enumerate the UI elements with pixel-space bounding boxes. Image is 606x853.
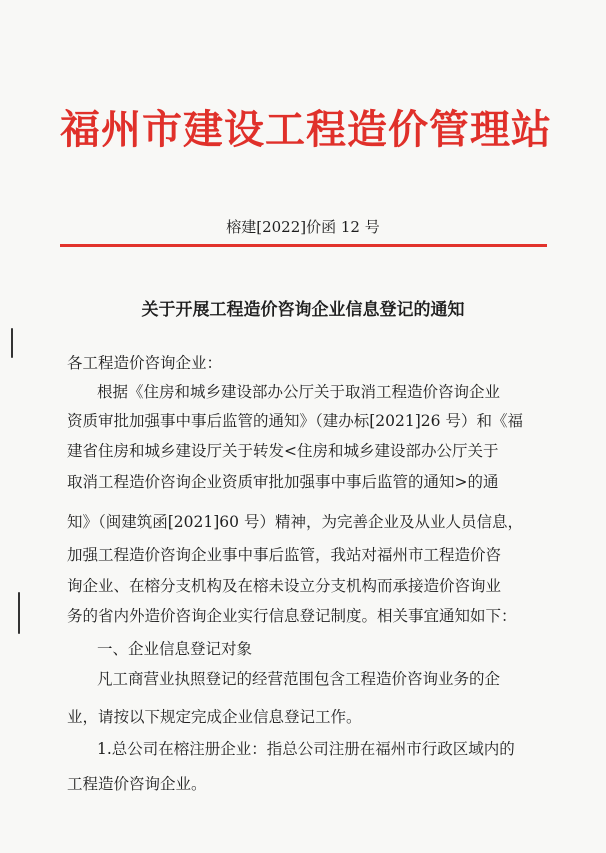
body-line: 建省住房和城乡建设厅关于转发<住房和城乡建设部办公厅关于: [67, 442, 499, 460]
body-line: 业，请按以下规定完成企业信息登记工作。: [67, 708, 362, 726]
document-number: 榕建[2022]价函 12 号: [226, 218, 380, 236]
margin-pencil-mark: [18, 592, 20, 634]
body-line: 1.总公司在榕注册企业：指总公司注册在福州市行政区域内的: [97, 740, 515, 758]
body-line: 取消工程造价咨询企业资质审批加强事中事后监管的通知>的通: [67, 473, 499, 491]
body-line: 根据《住房和城乡建设部办公厅关于取消工程造价咨询企业: [97, 383, 501, 401]
agency-title: 福州市建设工程造价管理站: [60, 106, 552, 153]
salutation-line: 各工程造价咨询企业：: [67, 354, 223, 372]
body-line: 工程造价咨询企业。: [67, 775, 207, 793]
section-heading: 一、企业信息登记对象: [97, 640, 253, 658]
body-line: 知》（闽建筑函[2021]60 号）精神，为完善企业及从业人员信息，: [67, 513, 523, 531]
notice-title: 关于开展工程造价咨询企业信息登记的通知: [141, 300, 465, 320]
body-line: 凡工商营业执照登记的经营范围包含工程造价咨询业务的企: [97, 670, 501, 688]
body-line: 加强工程造价咨询企业事中事后监管，我站对福州市工程造价咨: [67, 546, 502, 564]
body-line: 资质审批加强事中事后监管的通知》（建办标[2021]26 号）和《福: [67, 412, 523, 430]
body-line: 务的省内外造价咨询企业实行信息登记制度。相关事宜通知如下：: [67, 607, 517, 625]
margin-pencil-mark: [11, 328, 13, 358]
red-header-rule: [60, 244, 547, 247]
body-line: 询企业、在榕分支机构及在榕未设立分支机构而承接造价咨询业: [67, 577, 502, 595]
